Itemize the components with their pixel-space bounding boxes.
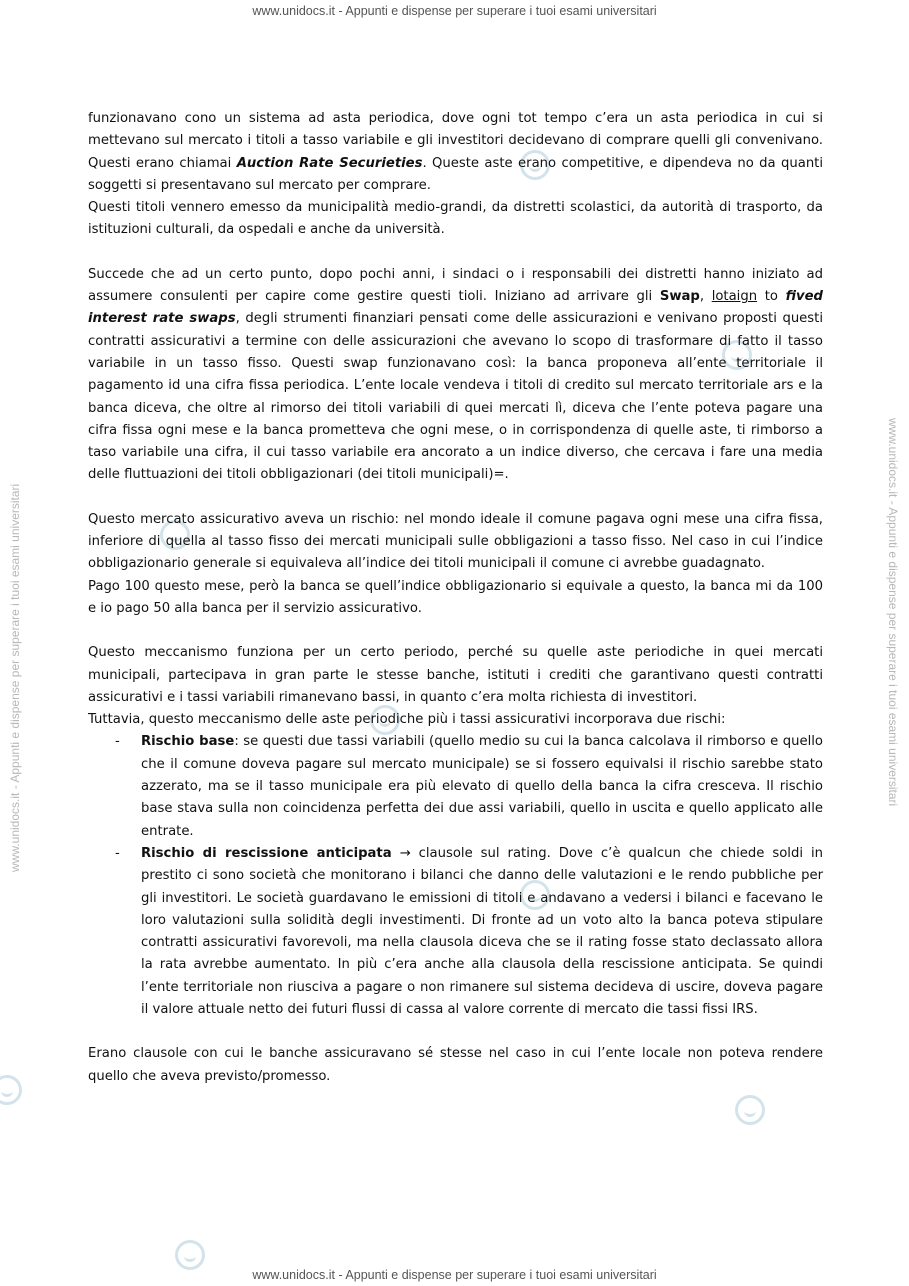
list-dash: - [115,734,120,750]
paragraph: Tuttavia, questo meccanismo delle aste periodiche più i tassi assicurativi incorporava due rischi: [88,712,726,728]
text-run: to [757,289,786,305]
watermark-logo-icon [175,1240,205,1270]
watermark-logo-icon [0,1075,22,1105]
text-run: , [699,289,712,305]
paragraph [88,108,823,197]
document-body [88,108,823,1088]
text-run: → clausole sul rating. Dove c’è qualcun che chiede soldi in prestito ci sono società che monitorano i bilanci che danno delle valutazioni e le rendo pubbliche per gli investitori. Le società guardavano le emissioni di titoli e andavano a vedersi i bilanci e facevano le loro valutazioni sulla solidità degli investimenti. Di fronte ad un voto alto la banca poteva stipulare contratti assicurativi favorevoli, ma nella clausola diceva che se il rating fosse stato declassato allora la rata avrebbe aumentato. In più c’era anche alla clausola della rescissione anticipata. Se quindi l’ente territoriale non riusciva a pagare o non rimanere sul sistema decideva di uscire, doveva pagare il valore attuale netto dei futuri flussi di cassa al valore corrente di mercato die tassi fissi IRS. [141,845,823,1017]
paragraph-spacer [88,1021,823,1043]
bold-term: Rischio di rescissione anticipata [141,845,392,861]
paragraph-spacer [88,620,823,642]
paragraph-spacer [88,487,823,509]
paragraph: Erano clausole con cui le banche assicuravano sé stesse nel caso in cui l’ente locale non poteva rendere quello che aveva previsto/promesso. [88,1046,823,1084]
risk-list [88,731,823,1021]
text-run: . Queste aste erano competitive, e dipendeva no da quanti soggetti si presentavano sul mercato per comprare. [88,155,824,193]
text-run: , degli strumenti finanziari pensati come delle assicurazioni e venivano proposti questi contratti assicurativi a termine con delle assicurazioni che avevano lo scopo di trasformare di fatto il tasso variabile in un tasso fisso. Questi swap funzionavano così: la banca proponeva all’ente territoriale il pagamento id una cifra fissa periodica. L’ente locale vendeva i titoli di credito sul mercato territoriale ars e la banca diceva, che oltre al rimorso dei titoli variabili di quei mercati lì, diceva che l’ente poteva pagare una cifra fissa ogni mese e la banca prometteva che ogni mese, o in corrispondenza di quelle aste, ti rimborso a taso variabile una cifra, il cui tasso variabile era ancorato a un indice diverso, che cercava i fare una media delle fluttuazioni dei titoli obbligazionari (dei titoli municipali)=. [88,311,823,483]
list-dash: - [115,845,120,861]
paragraph: Questo meccanismo funziona per un certo periodo, perché su quelle aste periodiche in quei mercati municipali, partecipava in gran parte le stesse banche, istituti i crediti che garantivano questi contratti assicurativi e i tassi variabili rimanevano bassi, in quanto c’era molta richiesta di investitori. [88,645,823,705]
paragraph-spacer [88,242,823,264]
paragraph: Questi titoli vennero emesso da municipalità medio-grandi, da distretti scolastici, da autorità di trasporto, da istituzioni culturali, da ospedali e anche da università. [88,200,823,238]
underlined-word: lotaign [711,289,758,305]
paragraph [88,264,823,487]
emphasis-term: fived interest rate swaps [88,289,823,327]
side-watermark-left: www.unidocs.it - Appunti e dispense per superare i tuoi esami universitari [8,483,22,872]
list-item [88,731,823,842]
text-run: funzionavano cono un sistema ad asta periodica, dove ogni tot tempo c’era un asta periodica in cui si mettevano sul mercato i titoli a tasso variabile e gli investitori decidevano di comprare quelli gli convenivano. Questi erano chiamai [88,111,823,171]
list-item [88,843,823,1021]
emphasis-term: Auction Rate Securieties [236,155,423,171]
text-run: Succede che ad un certo punto, dopo pochi anni, i sindaci o i responsabili dei distretti hanno iniziato ad assumere consulenti per capire come gestire questi tioli. Iniziano ad arrivare gli [88,266,823,305]
bold-term: Rischio base [141,734,235,750]
footer-watermark-banner: www.unidocs.it - Appunti e dispense per superare i tuoi esami universitari [252,1268,657,1282]
paragraph: Questo mercato assicurativo aveva un rischio: nel mondo ideale il comune pagava ogni mese una cifra fissa, inferiore di quella al tasso fisso dei mercati municipali sulle obbligazioni a tasso fisso. Nel caso in cui l’indice obbligazionario generale si equivaleva all’indice dei titoli municipali il comune ci avrebbe guadagnato. [88,511,823,572]
text-run: : se questi due tassi variabili (quello medio su cui la banca calcolava il rimborso e quello che il comune doveva pagare sul mercato municipale) se si fossero equivalsi il rischio sarebbe stato azzerato, ma se il tasso municipale era più elevato di quello della banca la cifra cresceva. Il rischio base stava sulla non coincidenza perfetta dei due assi variabili, quello in uscita e quello applicato alle entrate. [141,734,823,839]
paragraph: Pago 100 questo mese, però la banca se quell’indice obbligazionario si equivale a questo, la banca mi da 100 e io pago 50 alla banca per il servizio assicurativo. [88,578,823,616]
header-watermark-banner: www.unidocs.it - Appunti e dispense per superare i tuoi esami universitari [252,4,657,18]
bold-term: Swap [659,289,700,305]
watermark-logo-icon [735,1095,765,1125]
side-watermark-right: www.unidocs.it - Appunti e dispense per superare i tuoi esami universitari [886,418,900,807]
